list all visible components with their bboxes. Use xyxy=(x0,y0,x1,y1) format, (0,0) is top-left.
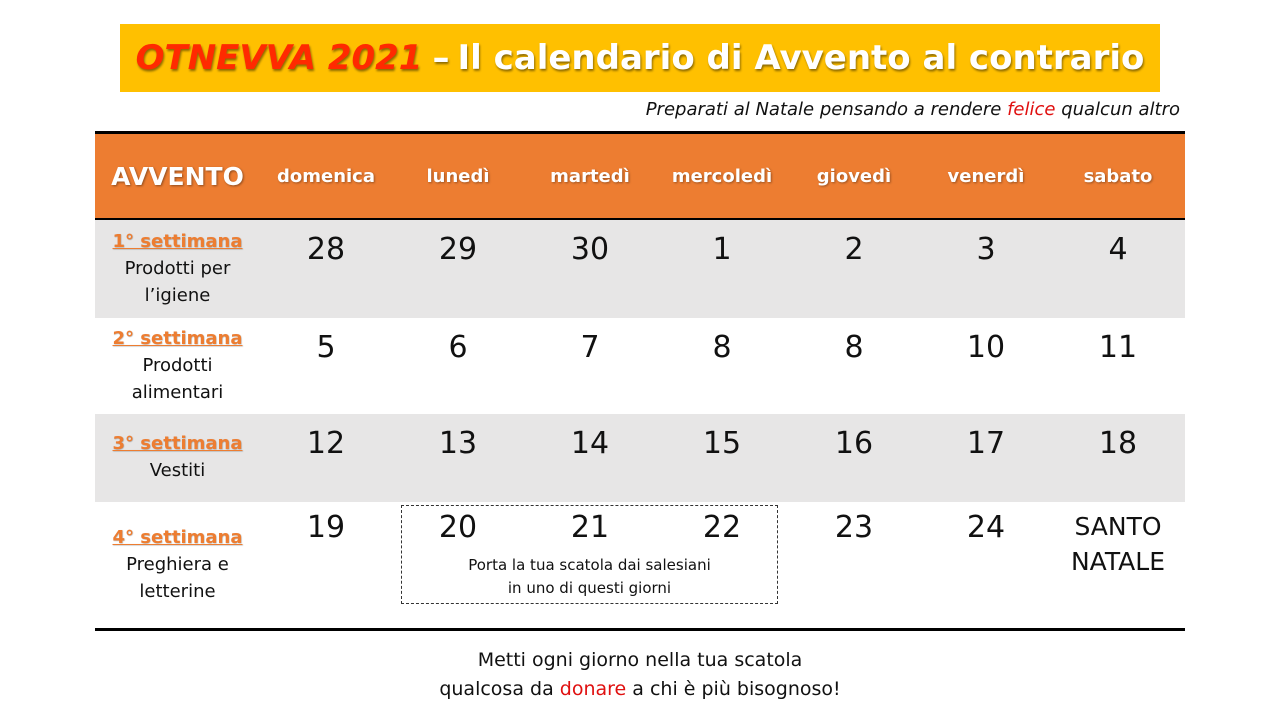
day-cell: 17 xyxy=(966,426,1006,461)
day-cell: 10 xyxy=(966,330,1006,365)
week-desc: Prodotti xyxy=(142,355,213,376)
week-desc: letterine xyxy=(139,581,216,602)
day-cell: 2 xyxy=(844,232,864,267)
footer-line-2 xyxy=(0,675,1280,704)
santo-natale-line: NATALE xyxy=(1070,547,1166,576)
header-day-venerdi: venerdì xyxy=(947,166,1025,187)
day-cell: 7 xyxy=(580,330,600,365)
subtitle-after: qualcun altro xyxy=(1061,99,1180,120)
week-label-1 xyxy=(95,228,260,309)
week-desc: Preghiera e xyxy=(126,554,229,575)
subtitle-highlight: felice xyxy=(1007,99,1056,120)
title-dash: – xyxy=(432,38,450,78)
day-cell: 24 xyxy=(966,510,1006,545)
day-cell: 8 xyxy=(844,330,864,365)
footer-highlight: donare xyxy=(559,678,627,700)
subtitle-before: Preparati al Natale pensando a rendere xyxy=(645,99,1002,120)
day-cell: 4 xyxy=(1108,232,1128,267)
drop-off-note xyxy=(401,554,778,600)
title-banner xyxy=(120,24,1160,92)
day-cell: 12 xyxy=(306,426,346,461)
header-day-sabato: sabato xyxy=(1083,166,1153,187)
week-row-1 xyxy=(95,220,1185,318)
week-title: 3° settimana xyxy=(112,433,243,454)
footer-line-2-before: qualcosa da xyxy=(439,678,554,700)
header-day-lunedi: lunedì xyxy=(426,166,490,187)
title-text: Il calendario di Avvento al contrario xyxy=(457,38,1145,78)
week-title: 4° settimana xyxy=(112,527,243,548)
week-desc: l’igiene xyxy=(144,285,211,306)
day-cell: 28 xyxy=(306,232,346,267)
week-label-2 xyxy=(95,325,260,406)
day-cell: 20 xyxy=(438,510,478,545)
footer-line-1: Metti ogni giorno nella tua scatola xyxy=(477,649,803,671)
header-avvento: AVVENTO xyxy=(111,162,244,191)
header-day-martedi: martedì xyxy=(550,166,630,187)
calendar-table xyxy=(95,131,1185,631)
day-cell: 22 xyxy=(702,510,742,545)
calendar-header xyxy=(95,134,1185,220)
day-cell: 18 xyxy=(1098,426,1138,461)
day-cell: 5 xyxy=(316,330,336,365)
day-cell: 19 xyxy=(306,510,346,545)
week-label-3 xyxy=(95,430,260,484)
drop-off-note-line: Porta la tua scatola dai salesiani xyxy=(468,556,711,574)
week-row-3 xyxy=(95,414,1185,502)
footer-message xyxy=(0,646,1280,704)
week-title: 1° settimana xyxy=(112,231,243,252)
day-cell: 1 xyxy=(712,232,732,267)
day-cell: 23 xyxy=(834,510,874,545)
week-desc: Vestiti xyxy=(149,460,206,481)
footer-line-2-after: a chi è più bisognoso! xyxy=(632,678,841,700)
santo-natale-line: SANTO xyxy=(1074,512,1162,541)
week-title: 2° settimana xyxy=(112,328,243,349)
day-cell: 11 xyxy=(1098,330,1138,365)
week-desc: Prodotti per xyxy=(124,258,231,279)
day-cell: 13 xyxy=(438,426,478,461)
header-day-giovedi: giovedì xyxy=(816,166,892,187)
day-cell: 6 xyxy=(448,330,468,365)
week-row-2 xyxy=(95,318,1185,414)
day-cell: 21 xyxy=(570,510,610,545)
week-label-4 xyxy=(95,524,260,605)
title-highlight: OTNEVVA 2021 xyxy=(135,38,423,78)
santo-natale-cell xyxy=(1052,509,1184,579)
day-cell: 29 xyxy=(438,232,478,267)
day-cell: 14 xyxy=(570,426,610,461)
week-desc: alimentari xyxy=(131,382,224,403)
day-cell: 8 xyxy=(712,330,732,365)
day-cell: 16 xyxy=(834,426,874,461)
header-day-mercoledi: mercoledì xyxy=(671,166,773,187)
day-cell: 3 xyxy=(976,232,996,267)
header-day-domenica: domenica xyxy=(276,166,375,187)
day-cell: 15 xyxy=(702,426,742,461)
drop-off-note-line: in uno di questi giorni xyxy=(507,579,672,597)
day-cell: 30 xyxy=(570,232,610,267)
subtitle xyxy=(646,99,1180,120)
